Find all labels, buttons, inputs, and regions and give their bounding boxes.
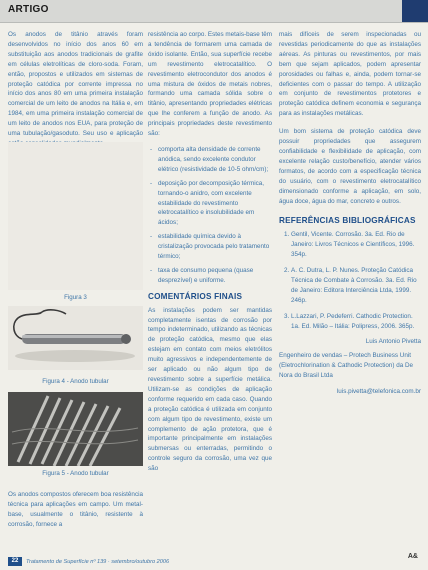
- section-heading-final-comments: COMENTÁRIOS FINAIS: [148, 291, 243, 301]
- figure-3-caption: Figura 3: [64, 294, 87, 301]
- column-3: [279, 30, 421, 397]
- tubular-anode-illustration: [8, 306, 143, 370]
- page-footer: [0, 553, 428, 570]
- figure-4-caption: Figura 4 - Anodo tubular: [42, 378, 109, 385]
- references-list: [279, 230, 421, 331]
- publication-line: Tratamento de Superfície nº 139 · setembro/outubro 2006: [26, 559, 170, 565]
- list-item: - estabilidade química devido à cristalização provocada pelo tratamento térmico;: [158, 232, 272, 262]
- col3-paragraph-1: mais difíceis de serem inspecionadas ou revestidas periodicamente do que as instalações aéreas. As pinturas ou revestimentos, por mais bem que sejam aplicados, podem apresentar porosidades ou falhas e, ainda, podem tornar-se deficientes com o passar do tempo. A utilização em conjunto de revestimentos protetores e proteção catódica definem economia e segurança para as instalações metálicas.: [279, 31, 421, 118]
- reference-item: 2. A. C. Dutra, L. P. Nunes. Proteção Catódica Técnica de Combate à Corrosão. 3a. Ed. Rio de Janeiro: Editora Interciência Ltda, 1999. 246p.: [291, 266, 421, 306]
- col2-paragraph-1: resistência ao corpo. Estes metais-base têm a tendência de formarem uma camada de óxido isolante. Então, sua superfície recebe um revestimento eletrocatalítico. O revestimento eletrocondutor dos anodos é uma mistura de óxidos de metais nobres, formando uma camada sólida sobre o titânio, apresentando propriedades elétricas que lhe conferem a função de anodo. As principais propriedades deste revestimento são:: [148, 31, 272, 138]
- figure-5-image: [8, 392, 143, 466]
- col3-paragraph-2: Um bom sistema de proteção catódica deve possuir propriedades que assegurem confiabilidade e flexibilidade de aplicação, com excelente relação custo/benefício, atender vários formatos, de acordo com a especificação técnica do usuário, com o revestimento eletrocatalítico dimensionado conforme a aplicação, em solo, água doce, água do mar, concreto e outros.: [279, 128, 421, 205]
- figure-3-image: [8, 142, 143, 290]
- figure-4-image: [8, 306, 143, 370]
- figure-5-caption: Figura 5 - Anodo tubular: [42, 470, 109, 477]
- author-affiliation: Engenheiro de vendas – Protech Business Unit (Eletrochlorination & Cathodic Protection) da De Nora do Brasil Ltda: [279, 352, 414, 380]
- list-item: - deposição por decomposição térmica, tornando-o anidro, com excelente estabilidade do revestimento eletrocatalítico e insolubilidade em ácidos;: [158, 179, 272, 229]
- reference-item: 1. Gentil, Vicente. Corrosão. 3a. Ed. Rio de Janeiro: Livros Técnicos e Científicos, 1996. 354p.: [291, 230, 421, 260]
- list-item: - comporta alta densidade de corrente anódica, sendo excelente condutor elétrico (resistividade de 10-5 ohm/cm);: [158, 145, 272, 175]
- author-email[interactable]: luis.pivetta@telefonica.com.br: [336, 388, 421, 396]
- reference-item: 3. L.Lazzari, P. Pedeferri. Cathodic Protection. 1a. Ed. Milão – Itália: Polipress, 2006. 365p.: [291, 312, 421, 332]
- column-1: [8, 30, 143, 149]
- col2-paragraph-2: As instalações podem ser mantidas completamente isentas de corrosão por tempo indeterminado, utilizando as técnicas de proteção catódica, mesmo que elas estejam em contato com meios eletrólitos muito agressivos e independentemente de ser aplicado ou não algum tipo de revestimento sobre a superfície metálica. Utilizam-se as condições de aplicação conforme requerido em cada caso. Quando a proteção catódica é utilizada em conjunto com algum tipo de revestimento, existe um complemento de ação protetora, que é importante principalmente em instalações submersas ou enterradas, permitindo o controle seguro da corrosão, uma vez que são: [148, 306, 272, 473]
- col1-paragraph-1: Os anodos de titânio através foram desenvolvidos no início dos anos 60 em substituição aos anodos tradicionais de grafite em células eletrolíticas de cloro-soda. Foram, então, propostos e utilizados em sistemas de proteção catódica por corrente impressa no início dos anos 80 em uma primeira instalação comercial de um leito de anodos na Itália e, em 1984, em uma primeira instalação comercial de um leito de anodos nos EUA, para proteção de uma tubulação/gasoduto. Seu uso e aplicação: [8, 31, 143, 138]
- page-number: 22: [8, 557, 22, 566]
- section-label: ARTIGO: [8, 4, 49, 15]
- header-bar: [0, 0, 428, 23]
- column-1-bottom: [8, 490, 143, 530]
- section-heading-references: REFERÊNCIAS BIBLIOGRÁFICAS: [279, 216, 416, 226]
- anode-array-illustration: [8, 392, 143, 466]
- author-name: Luis Antonio Pivetta: [365, 338, 421, 346]
- header-accent-block: [402, 0, 428, 22]
- column-2: [148, 30, 272, 474]
- list-item: - taxa de consumo pequena (quase desprezível) e uniforme.: [158, 266, 272, 286]
- coating-properties-list: [148, 145, 272, 286]
- publisher-mark: A&: [407, 553, 418, 560]
- col1-paragraph-2: Os anodos compostos oferecem boa resistência técnica para aplicações em campo. Um metal-base, usualmente o titânio, resistente à corrosão, fornece a: [8, 491, 143, 528]
